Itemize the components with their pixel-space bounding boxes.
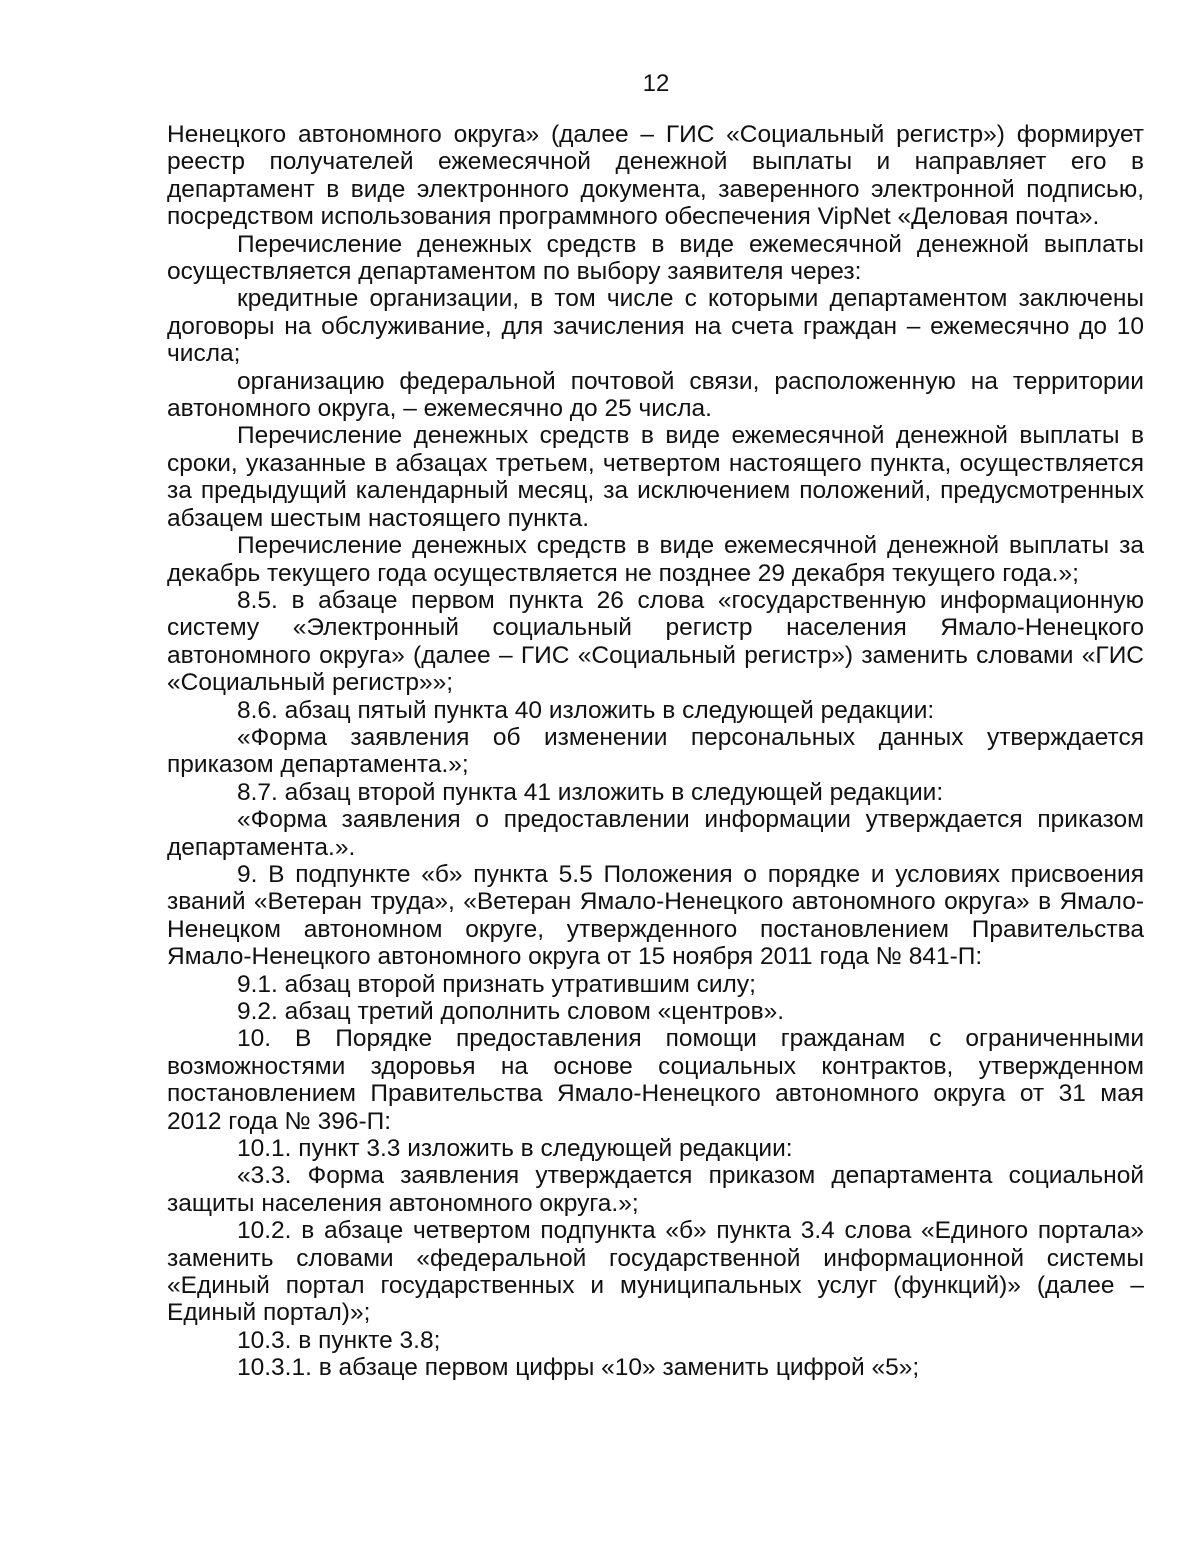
paragraph: 10.3. в пункте 3.8; xyxy=(237,1326,441,1354)
paragraph: «Форма заявления об изменении персональных данных утверждается приказом департамента.»; xyxy=(167,723,1144,779)
paragraph: 10.2. в абзаце четвертом подпункта «б» пункта 3.4 слова «Единого портала» заменить словами «федеральной государственной информационной системы «Единый портал государственных и муниципальных услуг (функций)» (далее – Единый портал)»; xyxy=(167,1217,1144,1327)
paragraph: 8.5. в абзаце первом пункта 26 слова «государственную информационную систему «Электронный социальный регистр населения Ямало-Ненецкого автономного округа» (далее – ГИС «Социальный регистр») заменить словами «ГИС «Социальный регистр»»; xyxy=(167,586,1144,697)
paragraph: «3.3. Форма заявления утверждается приказом департамента социальной защиты населения автономного округа.»; xyxy=(167,1162,1144,1217)
document-body xyxy=(167,121,1144,1382)
paragraph: организацию федеральной почтовой связи, расположенную на территории автономного округа, – ежемесячно до 25 числа. xyxy=(167,367,1144,423)
paragraph: 8.6. абзац пятый пункта 40 изложить в следующей редакции: xyxy=(237,696,935,724)
paragraph: кредитные организации, в том числе с которыми департаментом заключены договоры на обслуживание, для зачисления на счета граждан – ежемесячно до 10 числа; xyxy=(167,285,1144,368)
paragraph: 10.3.1. в абзаце первом цифры «10» заменить цифрой «5»; xyxy=(237,1354,920,1382)
paragraph: 9. В подпункте «б» пункта 5.5 Положения о порядке и условиях присвоения званий «Ветеран труда», «Ветеран Ямало-Ненецкого автономного округа» в Ямало-Ненецком автономном округе, утвержденного постановлением Правительства Ямало-Ненецкого автономного округа от 15 ноября 2011 года № 841-П: xyxy=(167,860,1144,971)
paragraph: Перечисление денежных средств в виде ежемесячной денежной выплаты за декабрь текущего года осуществляется не позднее 29 декабря текущего года.»; xyxy=(167,532,1144,587)
paragraph: 9.2. абзац третий дополнить словом «центров». xyxy=(237,998,785,1025)
paragraph: Перечисление денежных средств в виде ежемесячной денежной выплаты осуществляется департаментом по выбору заявителя через: xyxy=(167,230,1144,286)
page-number: 12 xyxy=(642,70,670,97)
paragraph: Перечисление денежных средств в виде ежемесячной денежной выплаты в сроки, указанные в абзацах третьем, четвертом настоящего пункта, осуществляется за предыдущий календарный месяц, за исключением положений, предусмотренных абзацем шестым настоящего пункта. xyxy=(167,422,1144,532)
paragraph: 10.1. пункт 3.3 изложить в следующей редакции: xyxy=(237,1135,793,1163)
paragraph-continuation: Ненецкого автономного округа» (далее – ГИС «Социальный регистр») формирует реестр получателей ежемесячной денежной выплаты и направляет его в департамент в виде электронного документа, заверенного электронной подписью, посредством использования программного обеспечения VipNet «Деловая почта». xyxy=(167,121,1144,231)
paragraph: 10. В Порядке предоставления помощи гражданам с ограниченными возможностями здоровья на основе социальных контрактов, утвержденном постановлением Правительства Ямало-Ненецкого автономного округа от 31 мая 2012 года № 396-П: xyxy=(167,1025,1144,1135)
paragraph: 9.1. абзац второй признать утратившим силу; xyxy=(237,970,756,998)
paragraph: 8.7. абзац второй пункта 41 изложить в следующей редакции: xyxy=(237,778,944,806)
paragraph: «Форма заявления о предоставлении информации утверждается приказом департамента.». xyxy=(167,806,1144,861)
